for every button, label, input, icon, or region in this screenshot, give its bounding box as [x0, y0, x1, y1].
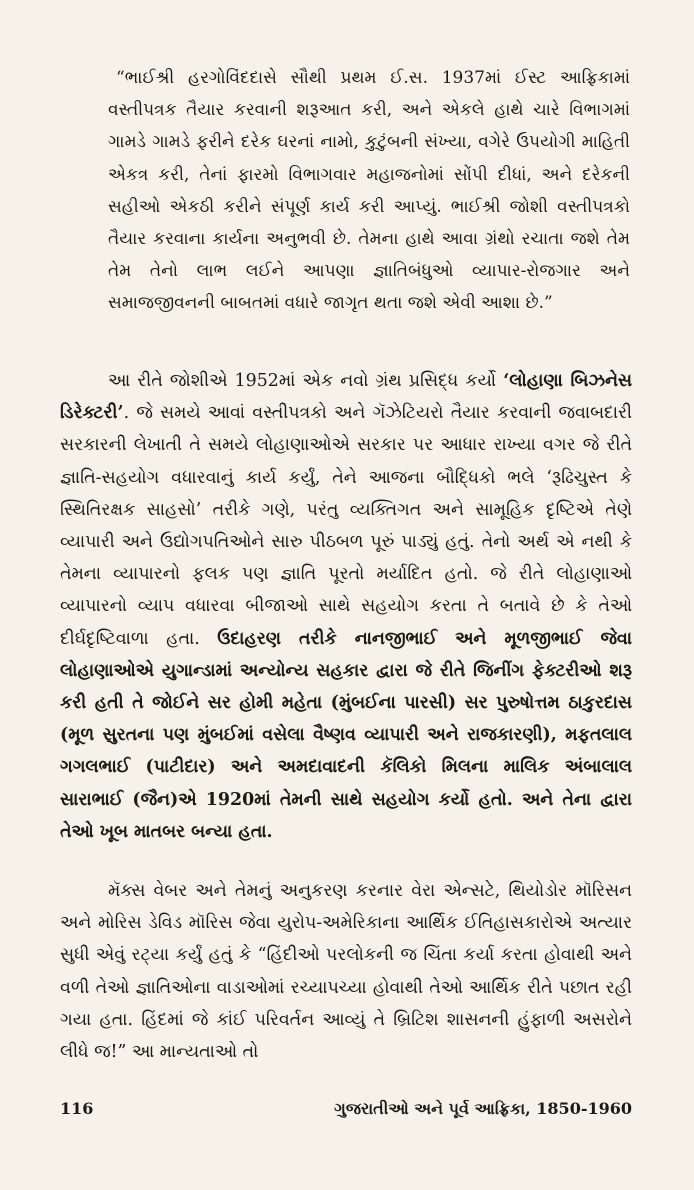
quote-text: “ભાઈશ્રી હરગોવિંદદાસે સૌથી પ્રથમ ઈ.સ. 1937માં ઈસ્ટ આફ્રિકામાં વસ્તીપત્રક તૈયાર કરવાની શરૂઆત કરી, અને એકલે હાથે ચારે વિભાગમાં ગામડે ગામડે ફરીને દરેક ઘરનાં નામો, કુટુંબની સંખ્યા, વગેરે ઉપયોગી માહિતી એકત્ર કરી, તેનાં ફારમો વિભાગવાર મહાજનોમાં સોંપી દીધાં, અને દરેકની સહીઓ એકઠી કરીને સંપૂર્ણ કાર્ય કરી આપ્યું. ભાઈશ્રી જોશી વસ્તીપત્રકો તૈયાર કરવાના કાર્યના અનુભવી છે. તેમના હાથે આવા ગ્રંથો રચાતા જશે તેમ તેમ તેનો લાભ લઈને આપણા જ્ઞાતિબંધુઓ વ્યાપાર-રોજગાર અને સમાજજીવનની બાબતમાં વધારે જાગૃત થતા જશે એવી આશા છે.” — [108, 68, 630, 314]
page-number: 116 — [60, 1099, 94, 1118]
paragraph-text: . જે સમયે આવાં વસ્તીપત્રકો અને ગૅઝેટિયરો તૈયાર કરવાની જવાબદારી સરકારની લેખાતી તે સમયે લોહાણાઓએ સરકાર પર આધાર રાખ્યા વગર જે રીતે જ્ઞાતિ-સહયોગ વધારવાનું કાર્ય કર્યું, તેને આજના બૌદ્ધિકો ભલે ‘રૂઢિચુસ્ત કે સ્થિતિરક્ષક સાહસો’ તરીકે ગણે, પરંતુ વ્યક્તિગત અને સામૂહિક દૃષ્ટિએ તેણે વ્યાપારી અને ઉદ્યોગપતિઓને સારુ પીઠબળ પૂરું પાડ્યું હતું. તેનો અર્થ એ નથી કે તેમના વ્યાપારનો ફલક પણ જ્ઞાતિ પૂરતો મર્યાદિત હતો. જે રીતે લોહાણાઓ વ્યાપારનો વ્યાપ વધારવા બીજાઓ સાથે સહયોગ કરતા તે બતાવે છે કે તેઓ દીર્ઘદૃષ્ટિવાળા હતા. — [60, 403, 632, 649]
running-footer-title: ગુજરાતીઓ અને પૂર્વ આફ્રિકા, 1850-1960 — [334, 1099, 632, 1118]
paragraph-max-weber — [60, 875, 632, 1068]
paragraph-text: મૅક્સ વેબર અને તેમનું અનુકરણ કરનાર વેરા એન્સટે, થિયોડોર મૉરિસન અને મોરિસ ડેવિડ મૉરિસ જેવા યુરોપ-અમેરિકાના આર્થિક ઈતિહાસકારોએ અત્યાર સુધી એવું રટ્યા કર્યું હતું કે “હિંદીઓ પરલોકની જ ચિંતા કર્યા કરતા હોવાથી અને વળી તેઓ જ્ઞાતિઓના વાડાઓમાં રચ્યાપચ્યા હોવાથી તેઓ આર્થિક રીતે પછાત રહી ગયા હતા. હિંદમાં જે કાંઈ પરિવર્તન આવ્યું તે બ્રિટિશ શાસનની હુંફાળી અસરોને લીધે જ!” આ માન્યતાઓ તો — [60, 881, 632, 1063]
paragraph-text: આ રીતે જોશીએ 1952માં એક નવો ગ્રંથ પ્રસિદ્ધ કર્યો — [108, 371, 504, 391]
block-quote — [108, 62, 630, 320]
paragraph-bold-text: ઉદાહરણ તરીકે નાનજીભાઈ અને મૂળજીભાઈ જેવા લોહાણાઓએ યુગાન્ડામાં અન્યોન્ય સહકાર દ્વારા જે રીતે જિનીંગ ફેક્ટરીઓ શરૂ કરી હતી તે જોઈને સર હોમી મહેતા (મુંબઈના પારસી) સર પુરુષોત્તમ ઠાકુરદાસ (મૂળ સુરતના પણ મુંબઈમાં વસેલા વૈષ્ણવ વ્યાપારી અને રાજકારણી), મફતલાલ ગગલભાઈ (પાટીદાર) અને અમદાવાદની કૅલિકો મિલના માલિક અંબાલાલ સારાભાઈ (જૈન)એ 1920માં તેમની સાથે સહયોગ કર્યો હતો. અને તેના દ્વારા તેઓ ખૂબ માતબર બન્યા હતા. — [60, 628, 632, 842]
book-title-mention: ‘લોહાણા બિઝનેસ ડિરેક્ટરી’ — [60, 371, 632, 424]
paragraph-lohana-directory — [60, 365, 632, 848]
